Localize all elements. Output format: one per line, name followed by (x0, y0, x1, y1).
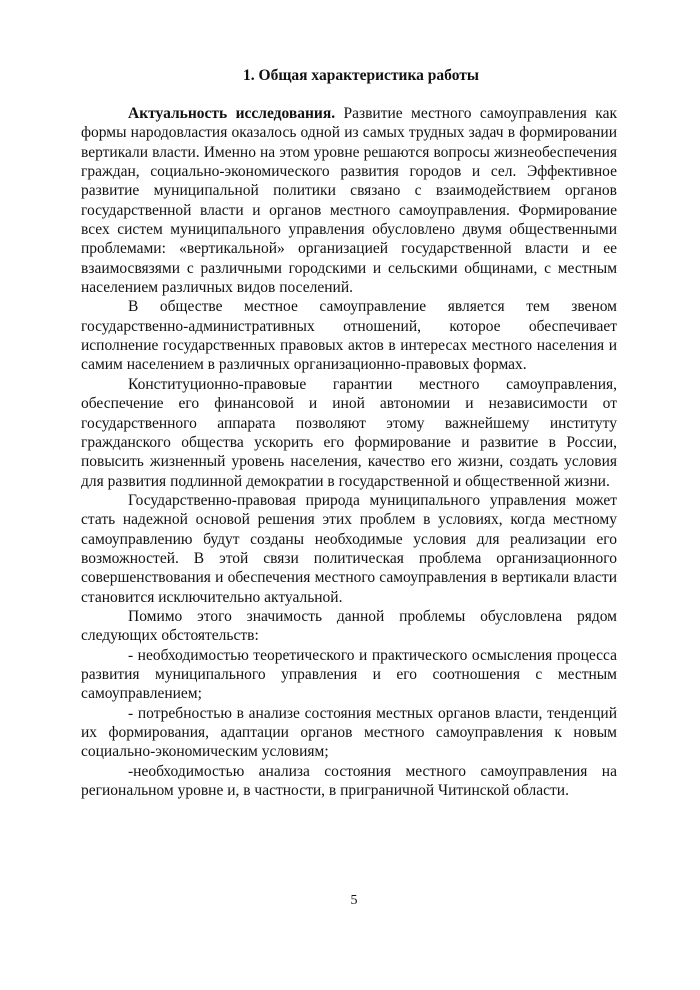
paragraph: Государственно-правовая природа муниципального управления может стать надежной основой решения этих проблем в условиях, когда местному самоуправлению будут созданы необходимые условия для реализации его возможностей. В этой связи политическая проблема организационного совершенствования и обеспечения местного самоуправления в вертикали власти становится исключительно актуальной. (81, 491, 617, 606)
paragraph-relevance (81, 104, 617, 297)
body-text (81, 104, 617, 800)
list-item: -необходимостью анализа состояния местного самоуправления на региональном уровне и, в частности, в приграничной Читинской области. (81, 762, 617, 800)
paragraph: Помимо этого значимость данной проблемы обусловлена рядом следующих обстоятельств: (81, 607, 617, 645)
paragraph: Конституционно-правовые гарантии местного самоуправления, обеспечение его финансовой и иной автономии и независимости от государственного аппарата позволяют этому важнейшему институту гражданского общества ускорить его формирование и развитие в России, повысить жизненный уровень населения, качество его жизни, создать условия для развития подлинной демократии в государственной и общественной жизни. (81, 375, 617, 490)
paragraph-text: Развитие местного самоуправления как формы народовластия оказалось одной из самых трудных задач в формировании вертикали власти. Именно на этом уровне решаются вопросы жизнеобеспечения граждан, социально-экономического развития городов и сел. Эффективное развитие муниципальной политики связано с взаимодействием органов государственной власти и органов местного самоуправления. Формирование всех систем муниципального управления обусловлено двумя общественными проблемами: «вертикальной» организацией государственной власти и ее взаимосвязями с различными городскими и сельскими общинами, с местным населением различных видов поселений. (81, 105, 617, 297)
section-heading: 1. Общая характеристика работы (243, 67, 479, 84)
list-item: - потребностью в анализе состояния местных органов власти, тенденций их формирования, адаптации органов местного самоуправления к новым социально-экономическим условиям; (81, 704, 617, 761)
list-item: - необходимостью теоретического и практического осмысления процесса развития муниципального управления и его соотношения с местным самоуправлением; (81, 646, 617, 703)
page-number: 5 (350, 893, 358, 908)
paragraph-lead: Актуальность исследования. (128, 105, 336, 122)
paragraph: В обществе местное самоуправление является тем звеном государственно-административных отношений, которое обеспечивает исполнение государственных правовых актов в интересах местного населения и самим населением в различных организационно-правовых формах. (81, 298, 617, 374)
